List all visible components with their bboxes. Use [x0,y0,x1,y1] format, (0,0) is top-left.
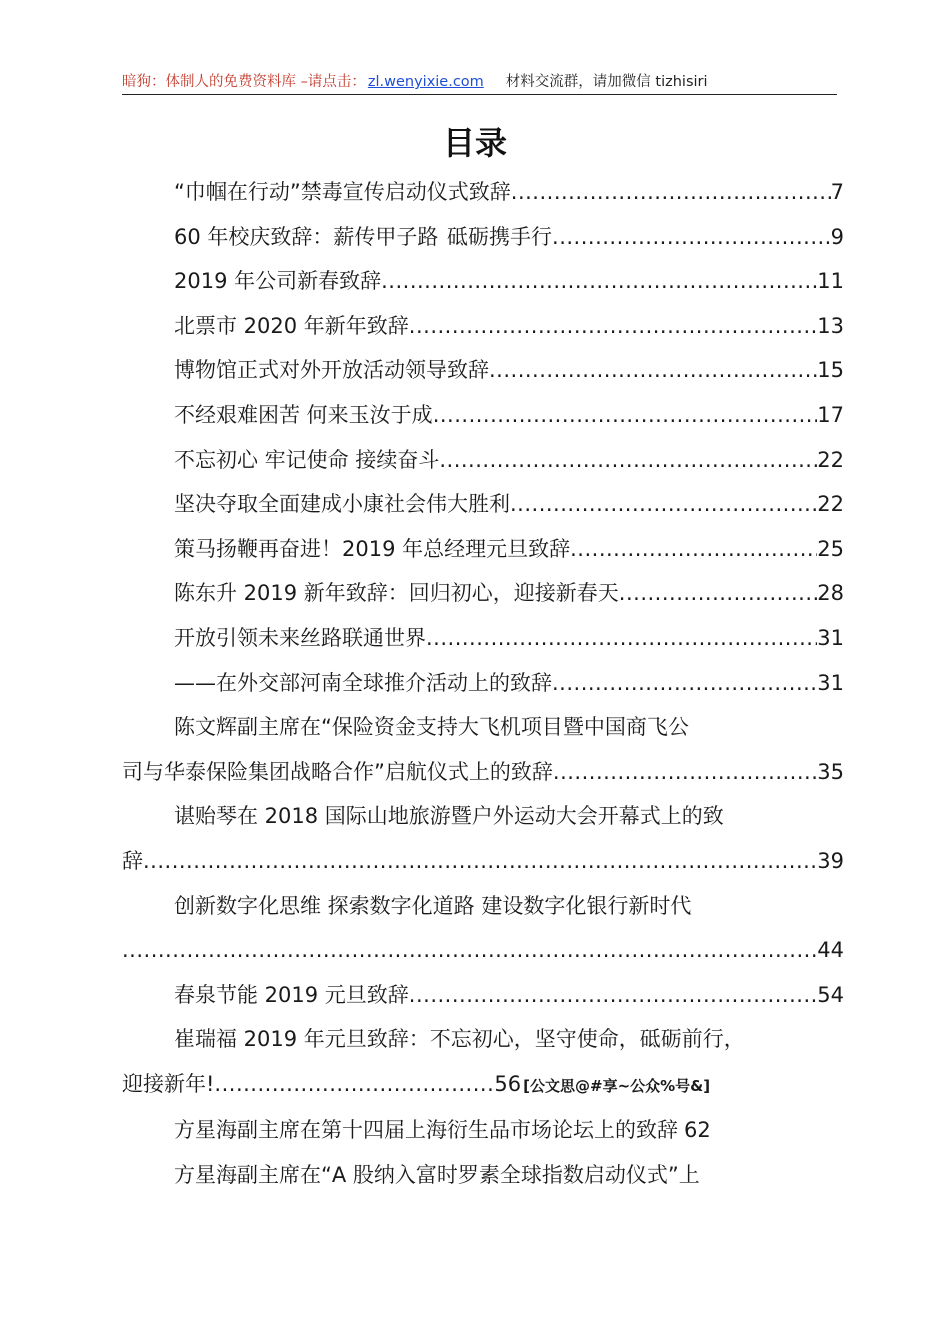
toc-entry-title: 博物馆正式对外开放活动领导致辞 [174,358,489,383]
toc-entry-title: 方星海副主席在“A 股纳入富时罗素全球指数启动仪式”上 [174,1163,700,1188]
toc-entry-title-cont: 司与华泰保险集团战略合作”启航仪式上的致辞 [122,759,553,784]
toc-entry[interactable] [122,616,844,661]
toc-entry-title: 不忘初心 牢记使命 接续奋斗 [174,447,440,472]
toc-entry[interactable] [122,1017,844,1108]
toc-entry-title: 60 年校庆致辞：薪传甲子路 [174,224,439,249]
header-wechat-text: 材料交流群，请加微信 tizhisiri [505,74,708,90]
toc-entry[interactable] [122,438,844,483]
dot-leader [409,973,817,1018]
toc-entry[interactable] [122,304,844,349]
toc-page-number: 13 [817,313,844,338]
dot-leader [122,928,817,973]
header-promo-text: 暗狗：体制人的免费资料库 –请点击： [122,74,366,90]
toc-entry-title-part: 砥砺携手行 [447,224,553,249]
toc-page-number: 39 [817,848,844,873]
watermark-text: [公文思@#享~公众%号&] [523,1076,711,1095]
dot-leader [409,304,817,349]
toc-page-number: 7 [830,180,844,204]
page-title: 目录 [442,124,507,162]
toc-entry-title: 创新数字化思维 探索数字化道路 建设数字化银行新时代 [174,893,692,918]
toc-page-number: 15 [817,358,844,383]
dot-leader [553,750,817,795]
dot-leader [552,215,831,260]
toc-entry[interactable] [122,661,844,706]
toc-entry-title: 崔瑞福 2019 年元旦致辞：不忘初心，坚守使命，砥砺前行， [174,1027,745,1052]
page-header [122,70,837,95]
toc-entry[interactable] [122,348,844,393]
toc-entry[interactable] [122,705,844,794]
toc-entry-title: 方星海副主席在第十四届上海衍生品市场论坛上的致辞 [174,1118,678,1143]
toc-entry-title: ——在外交部河南全球推介活动上的致辞 [174,670,552,695]
toc-entry[interactable] [122,170,844,215]
dot-leader [511,170,831,215]
toc-entry-title: “巾帼在行动”禁毒宣传启动仪式致辞 [174,180,511,204]
dot-leader [619,571,817,616]
dot-leader [510,482,817,527]
toc-entry[interactable] [122,884,844,973]
toc-entry[interactable] [122,1108,844,1153]
toc-entry[interactable] [122,527,844,572]
toc-entry-title: 陈文辉副主席在“保险资金支持大飞机项目暨中国商飞公 [174,715,689,740]
toc-entry[interactable] [122,215,844,260]
toc-entry[interactable] [122,393,844,438]
toc-entry[interactable] [122,259,844,304]
toc-page-number: 9 [830,224,844,249]
dot-leader [381,259,817,304]
toc-page-number: 35 [817,759,844,784]
table-of-contents [122,170,844,1198]
toc-entry-title: 陈东升 2019 新年致辞：回归初心，迎接新春天 [174,581,619,606]
toc-page-number: 25 [817,536,844,561]
header-link[interactable]: zl.wenyixie.com [367,74,484,90]
toc-entry-title-cont: 迎接新年! [122,1071,215,1096]
toc-entry-title: 2019 年公司新春致辞 [174,269,382,294]
toc-entry-title-cont: 辞 [122,848,143,873]
toc-page-number: 31 [817,670,844,695]
toc-page-number: 31 [817,625,844,650]
toc-entry[interactable] [122,794,844,883]
toc-entry-title: 北票市 2020 年新年致辞 [174,313,409,338]
toc-entry[interactable] [122,571,844,616]
dot-leader [439,438,817,483]
toc-entry-title: 春泉节能 2019 元旦致辞 [174,982,409,1007]
dot-leader [426,616,817,661]
toc-entry[interactable] [122,482,844,527]
dot-leader [552,661,817,706]
toc-entry-title: 谌贻琴在 2018 国际山地旅游暨户外运动大会开幕式上的致 [174,804,724,829]
dot-leader [489,348,817,393]
dot-leader [433,393,818,438]
toc-entry[interactable] [122,973,844,1018]
toc-page-number: 28 [817,581,844,606]
toc-page-number: 22 [817,492,844,517]
dot-leader [570,527,817,572]
toc-page-number: 44 [817,938,844,963]
toc-page-number: 17 [817,402,844,427]
dot-leader [214,1062,494,1107]
toc-entry-title: 坚决夺取全面建成小康社会伟大胜利 [174,492,510,517]
dot-leader [143,839,817,884]
toc-page-number: 62 [684,1118,711,1143]
toc-entry-title: 开放引领未来丝路联通世界 [174,625,426,650]
toc-entry[interactable] [122,1153,844,1198]
toc-page-number: 22 [817,447,844,472]
toc-page-number: 54 [817,982,844,1007]
toc-page-number: 56 [494,1071,522,1096]
toc-page-number: 11 [817,269,844,294]
toc-entry-title: 策马扬鞭再奋进！2019 年总经理元旦致辞 [174,536,571,561]
toc-entry-title: 不经艰难困苦 何来玉汝于成 [174,402,433,427]
